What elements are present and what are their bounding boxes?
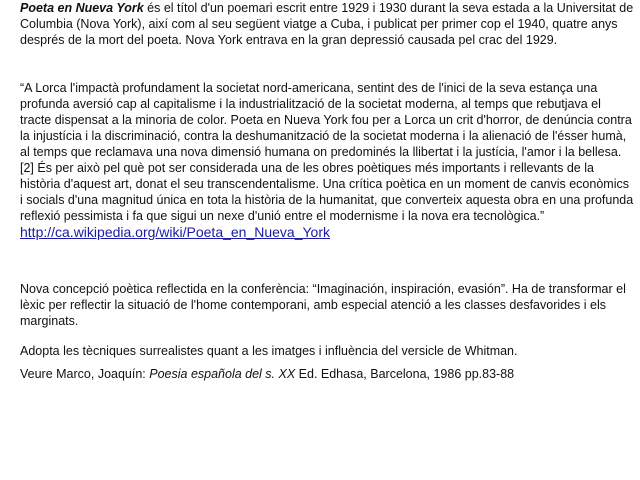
quote-paragraph <box>20 80 634 241</box>
reference-prefix: Veure Marco, Joaquín: <box>20 367 150 381</box>
conception-text: Nova concepció poètica reflectida en la conferència: “Imaginación, inspiración, evasión”. Ha de transformar el lèxic per reflectir la situació de l'home contemporani, amb especial atenció a les classes desfavorides i els marginats. <box>20 282 626 328</box>
wikipedia-link[interactable]: http://ca.wikipedia.org/wiki/Poeta_en_Nueva_York <box>20 224 331 240</box>
conception-paragraph <box>20 281 634 329</box>
reference-suffix: Ed. Edhasa, Barcelona, 1986 pp.83-88 <box>295 367 515 381</box>
reference-book-title: Poesia española del s. XX <box>149 367 296 381</box>
reference-paragraph <box>20 366 634 382</box>
techniques-paragraph <box>20 343 634 359</box>
intro-paragraph <box>20 0 634 48</box>
techniques-text: Adopta les tècniques surrealistes quant a les imatges i influència del versicle de Whitman. <box>20 344 518 358</box>
poem-title: Poeta en Nueva York <box>20 1 144 15</box>
intro-text: és el títol d'un poemari escrit entre 1929 i 1930 durant la seva estada a la Universitat de Columbia (Nova York), així com al seu següent viatge a Cuba, i publicat per primer cop el 1940, quatre anys després de la mort del poeta. Nova York entrava en la gran depressió causada pel crac del 1929. <box>20 1 634 47</box>
quote-text: “A Lorca l'impactà profundament la societat nord-americana, sentint des de l'inici de la seva estança una profunda aversió cap al capitalisme i la industrialització de la societat moderna, al temps que rebutjava el tracte dispensat a la minoria de color. Poeta en Nueva York fou per a Lorca un crit d'horror, de denúncia contra la injustícia i la discriminació, contra la deshumanització de la societat moderna i la alienació de l'ésser humà, al temps que reclamava una nova dimensió humana on predominés la llibertat i la justícia, l'amor i la bellesa.[2] És per això pel què pot ser considerada una de les obres poètiques més importants i rellevants de la història d'aquest art, donat el seu transcendentalisme. Una crítica poètica en un moment de canvis econòmics i socials d'una magnitud única en tota la història de la humanitat, que converteix aquesta obra en una profunda reflexió pessimista i fa que sigui un nexe d'unió entre el modernisme i la nova era tecnològica.” <box>20 81 634 223</box>
